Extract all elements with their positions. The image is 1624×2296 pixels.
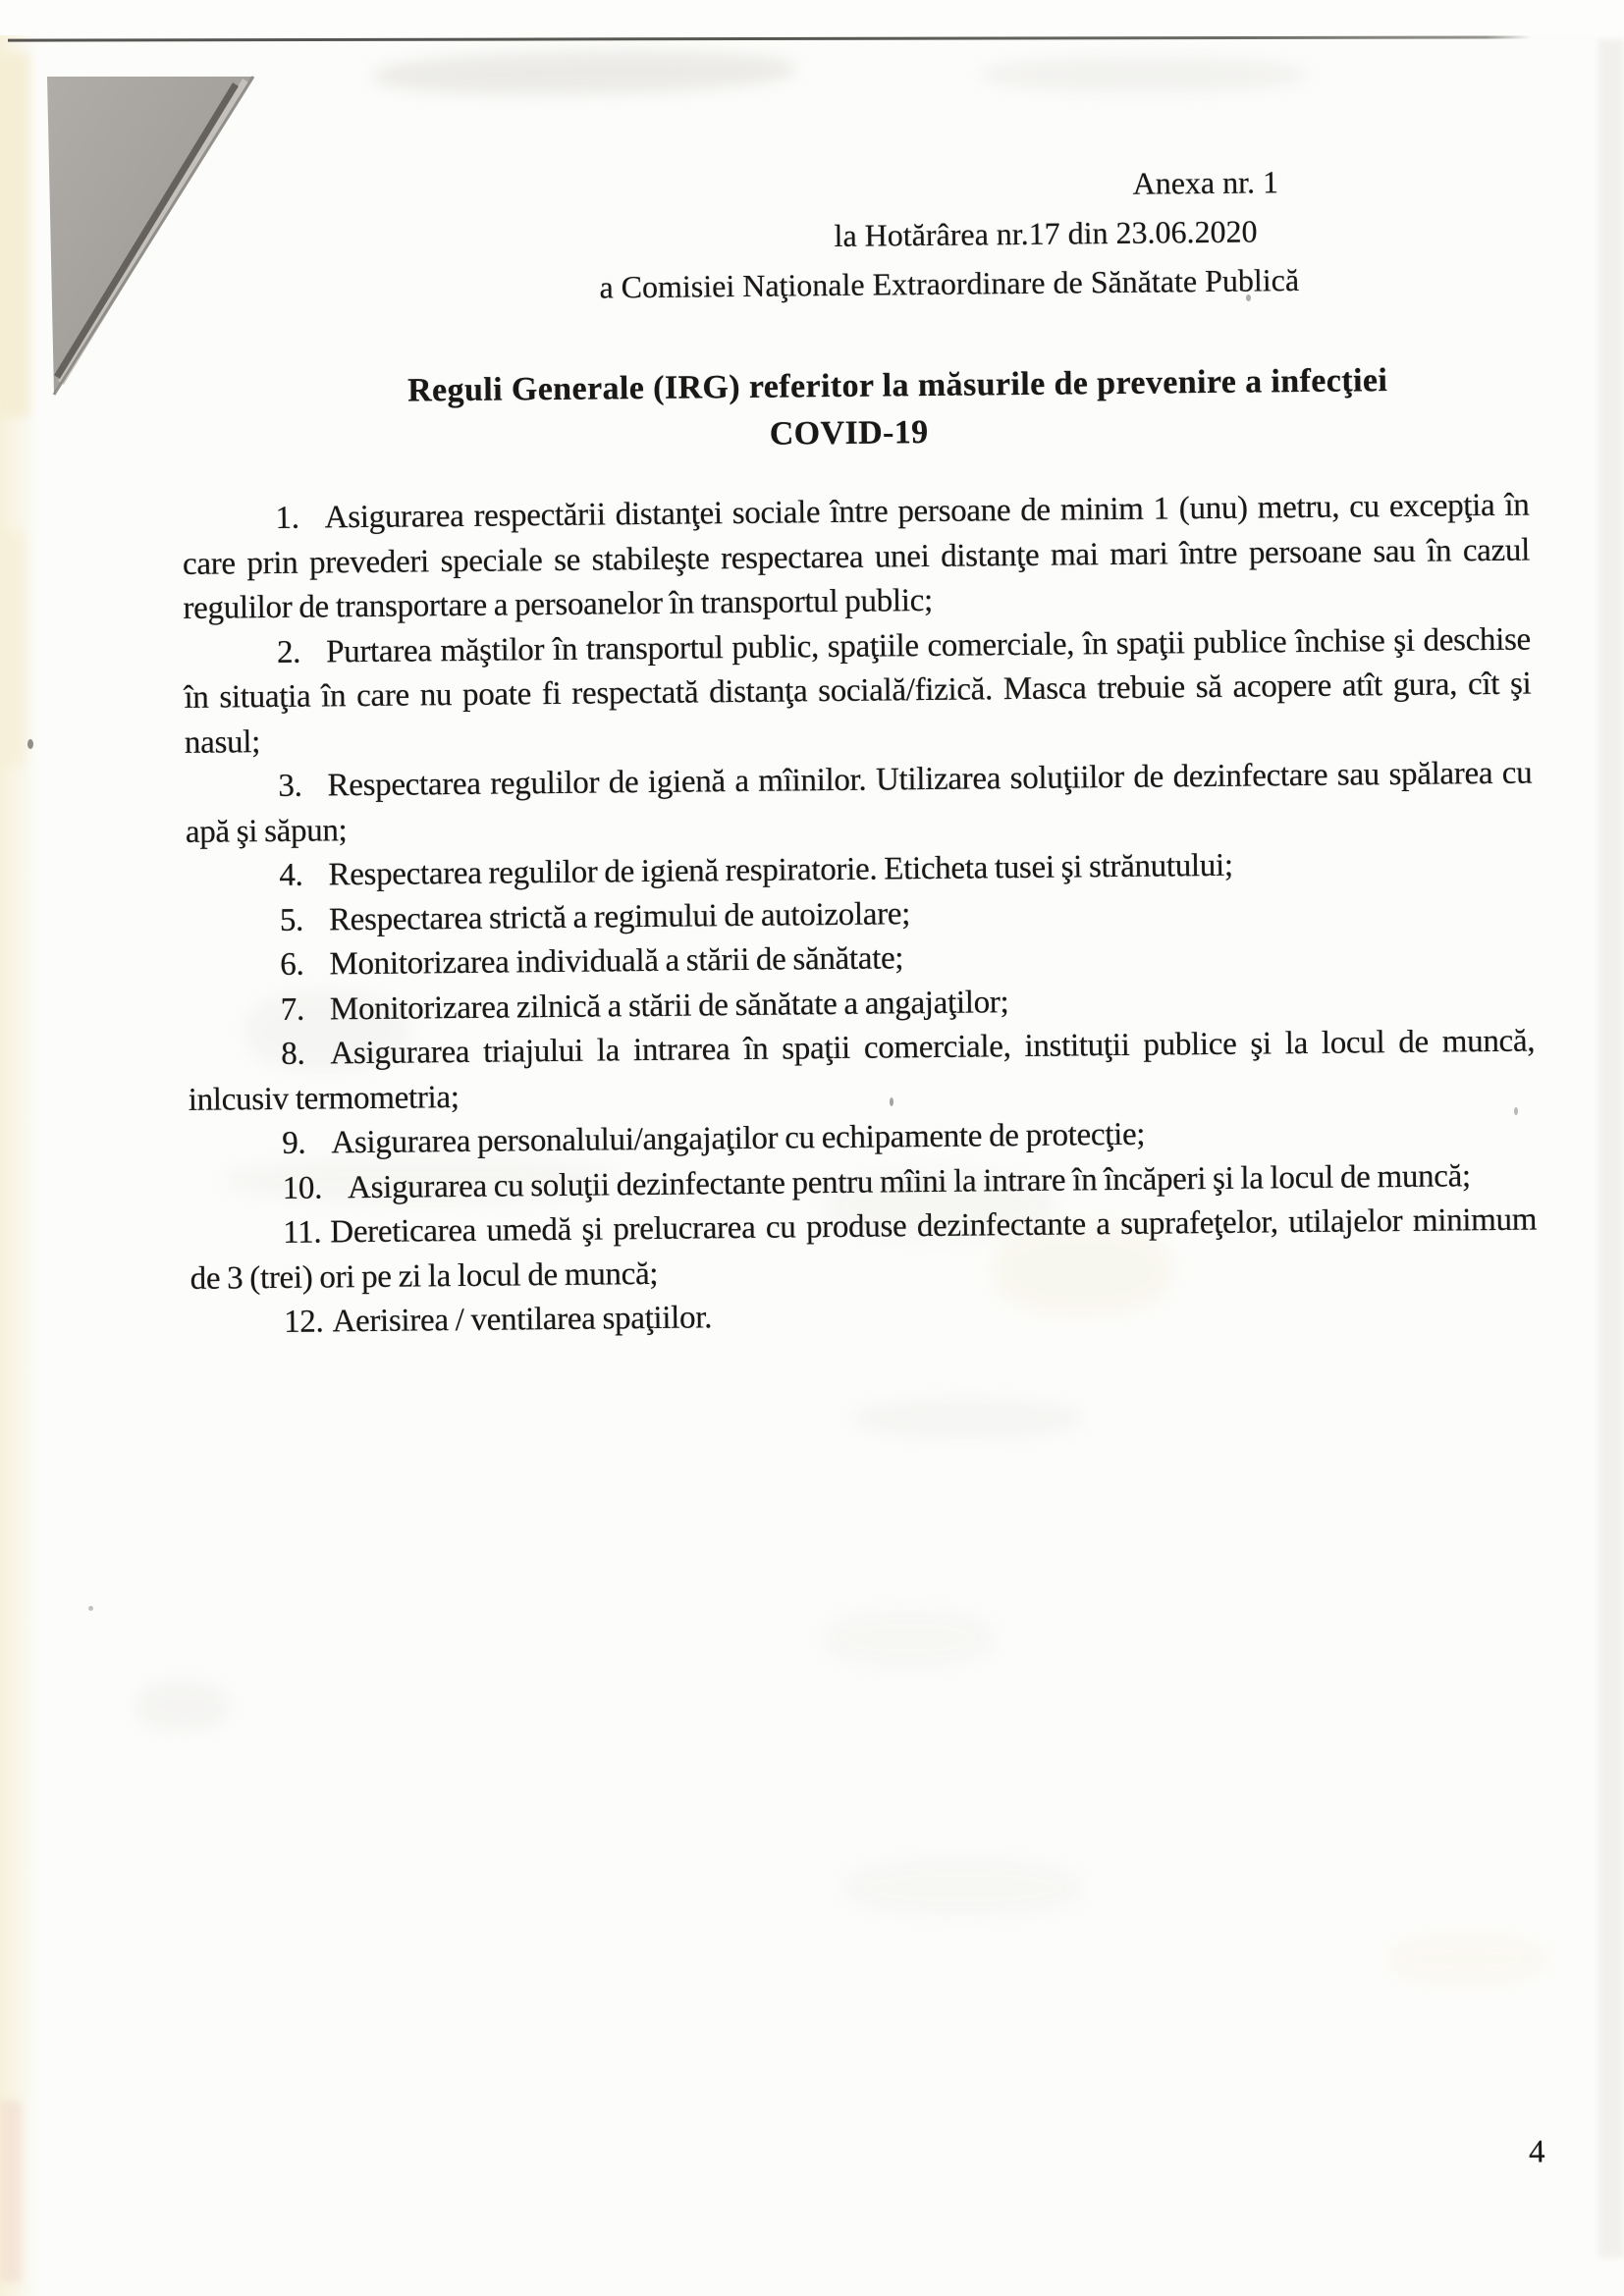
rule-text: Respectarea strictă a regimului de autoizolare; [328,895,911,937]
rule-text: Monitorizarea zilnică a stării de sănătate a angajaţilor; [329,984,1009,1027]
rule-number: 5. [279,902,304,938]
rule-number: 6. [280,946,304,983]
annex-number-line: Anexa nr. 1 [1132,164,1279,201]
title-line-2: COVID-19 [769,413,929,453]
rule-number: 10. [282,1169,323,1206]
rule-number: 2. [276,634,301,670]
rule-text: Respectarea regulilor de igienă respiratorie. Eticheta tusei şi strănutului; [328,847,1233,893]
rules-list [182,484,1538,1347]
rule-text: Purtarea măştilor în transportul public, spaţiile comerciale, în spaţii publice închise şi deschise în situaţia în care nu poate fi respectată distanţa socială/fizică. Masca trebuie să acopere atît gura, cît şi nasul; [184,621,1532,761]
rule-item [182,484,1530,632]
rule-item [188,1020,1536,1123]
rule-text: Aerisirea / ventilarea spaţiilor. [332,1300,713,1340]
rule-text: Asigurarea respectării distanţei sociale între persoane de minim 1 (unu) metru, cu excepţia în care prin prevederi speciale se stabileşte respectarea unei distanţe mai mari între persoane sau în cazul regulilor de transportare a persoanelor în transportul public; [182,487,1531,626]
annex-header [598,157,1299,311]
rule-number: 4. [279,857,303,893]
rule-text: Asigurarea cu soluţii dezinfectante pentru mîini la intrare în încăperi şi la locul de muncă; [347,1157,1472,1205]
rule-text: Asigurarea personalului/angajaţilor cu echipamente de protecţie; [331,1116,1146,1161]
rule-item [185,752,1533,855]
page-number: 4 [1528,2134,1545,2170]
title-line-1: Reguli Generale (IRG) referitor la măsurile de prevenire a infecţiei [406,362,1388,409]
commission-name-line: a Comisiei Naţionale Extraordinare de Sănătate Publică [599,262,1300,305]
rule-text: Monitorizarea individuală a stării de sănătate; [329,940,904,983]
rule-item [189,1199,1538,1302]
rule-number: 9. [282,1125,306,1161]
rule-text: Dereticarea umedă şi prelucrarea cu produse dezinfectante a suprafeţelor, utilajelor minimum de 3 (trei) ori pe zi la locul de muncă; [189,1201,1538,1297]
rule-number: 11. [282,1214,322,1251]
rule-number: 12. [283,1304,324,1340]
decision-reference-line: la Hotărârea nr.17 din 23.06.2020 [834,213,1258,253]
rule-number: 8. [281,1036,305,1072]
rule-number: 3. [278,768,302,804]
rule-item [184,617,1532,766]
document-title [220,355,1576,463]
rule-number: 7. [280,991,305,1028]
rule-text: Respectarea regulilor de igienă a mîinilor. Utilizarea soluţiilor de dezinfectare sau spălarea cu apă şi săpun; [185,755,1533,850]
rule-text: Asigurarea triajului la intrarea în spaţii comerciale, instituţii publice şi la locul de muncă, inlcusiv termometria; [188,1023,1536,1118]
rule-number: 1. [275,500,299,536]
